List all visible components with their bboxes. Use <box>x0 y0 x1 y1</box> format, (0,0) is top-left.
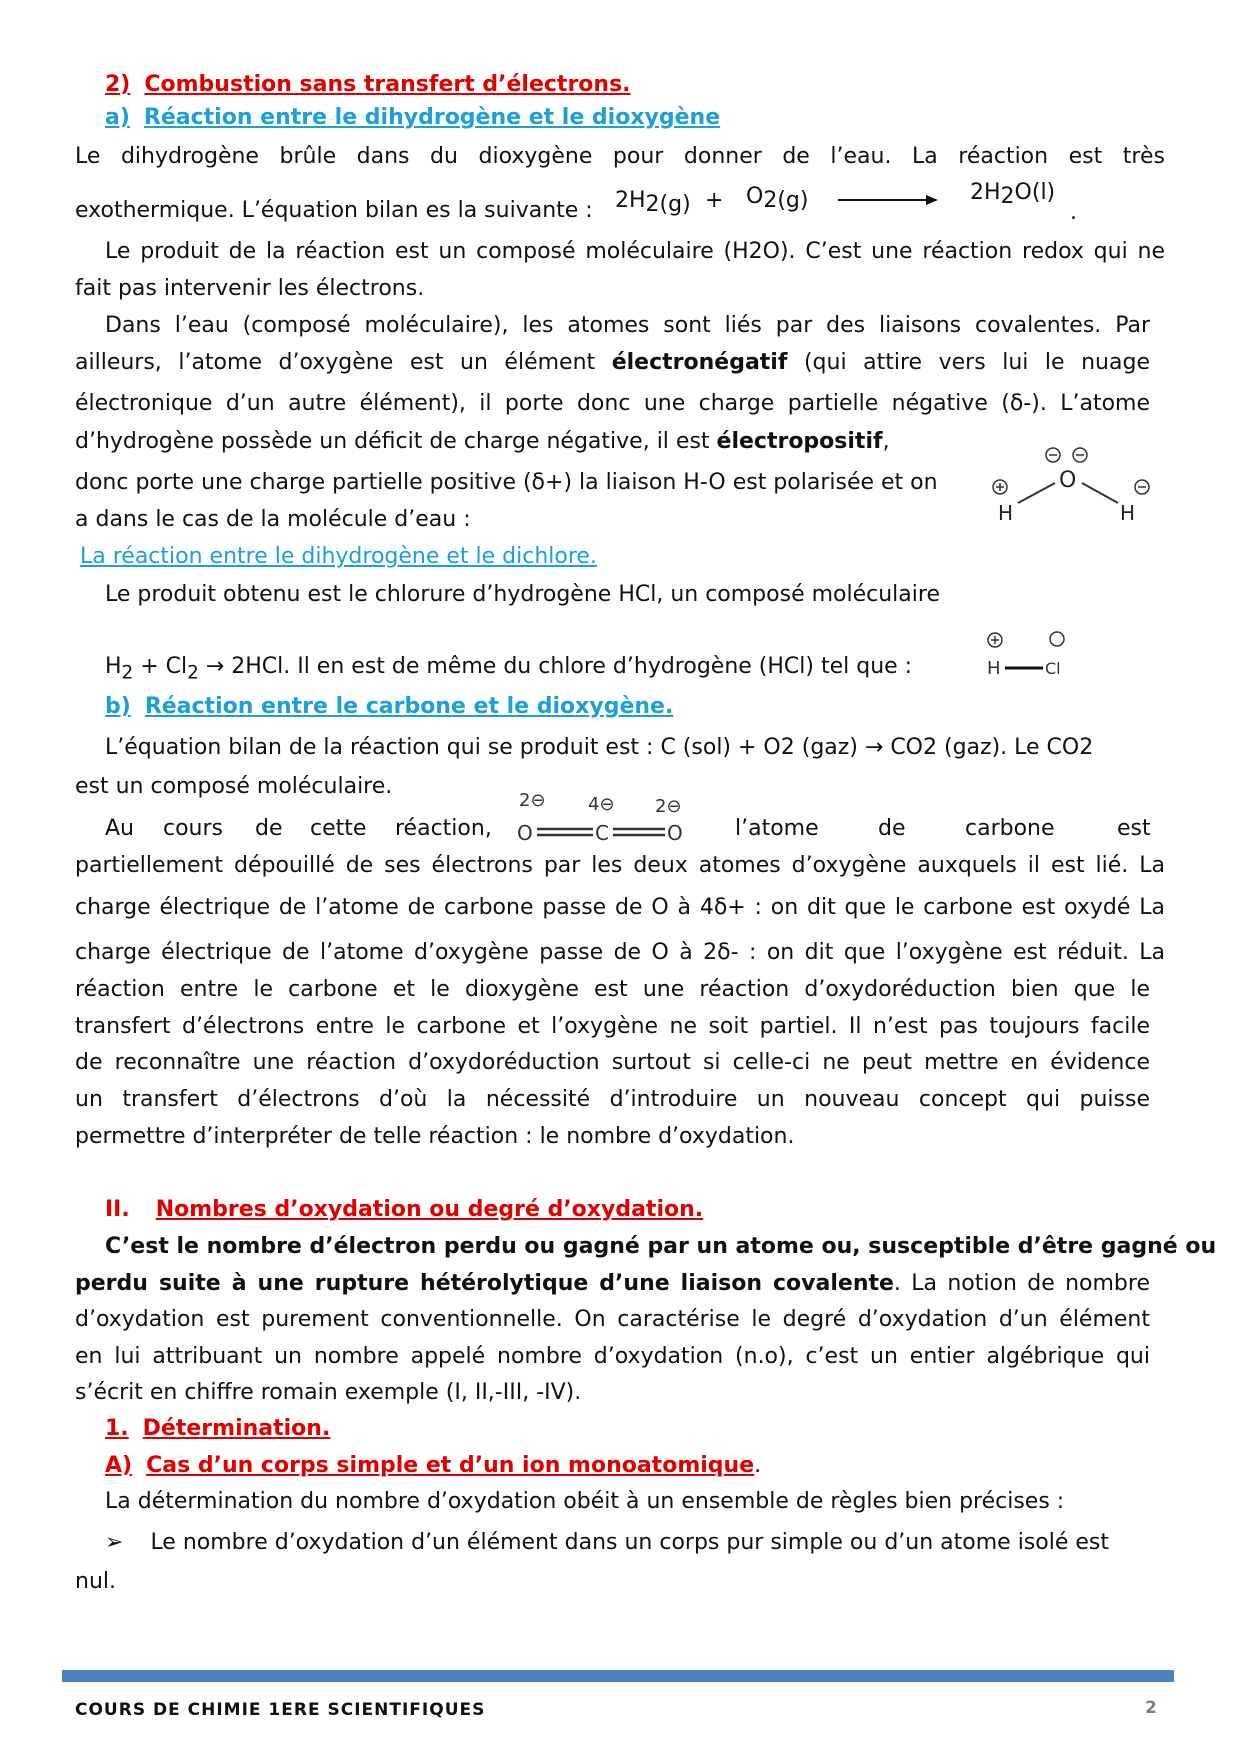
reactant-h2 <box>615 188 691 217</box>
charge-label: 2⊖ <box>519 790 546 811</box>
paragraph-line: Le dihydrogène brûle dans du dioxygène pour donner de l’eau. La réaction est très <box>75 144 1165 169</box>
text-run: d’hydrogène possède un déficit de charge négative, il est <box>75 429 710 454</box>
paragraph-line: Le produit de la réaction est un composé moléculaire (H2O). C’est une réaction redox qui ne <box>105 239 1165 264</box>
paragraph-line: de reconnaître une réaction d’oxydoréduction surtout si celle-ci ne peut mettre en évidence <box>75 1050 1150 1075</box>
paragraph-line: L’équation bilan de la réaction qui se produit est : C (sol) + O2 (gaz) → CO2 (gaz). Le CO2 <box>105 735 1094 760</box>
subsection-heading-b <box>105 692 1165 722</box>
paragraph-line: La détermination du nombre d’oxydation obéit à un ensemble de règles bien précises : <box>105 1489 1065 1514</box>
paragraph-line: Dans l’eau (composé moléculaire), les atomes sont liés par des liaisons covalentes. Par <box>105 313 1150 338</box>
equation-hcl <box>105 652 985 688</box>
co2-molecule-diagram <box>515 788 690 844</box>
text-run: . <box>754 1453 762 1478</box>
charge-label: 4⊖ <box>588 794 615 815</box>
paragraph-line: C’est le nombre d’électron perdu ou gagné par un atome ou, susceptible d’être gagné ou <box>105 1234 1217 1259</box>
paragraph-line: charge électrique de l’atome d’oxygène passe de O à 2δ- : on dit que l’oxygène est réduit. La <box>75 940 1165 965</box>
oxygen-atom: O <box>517 821 533 845</box>
paragraph-line: en lui attribuant un nombre appelé nombre d’oxydation (n.o), c’est un entier algébrique qui <box>75 1344 1150 1369</box>
paragraph-line: exothermique. L’équation bilan es la suivante : <box>75 198 593 223</box>
paragraph-line: est un composé moléculaire. <box>75 774 393 799</box>
eq-text: + Cl <box>133 654 188 679</box>
eq-period: . <box>1070 200 1077 225</box>
text-run: de <box>878 816 906 841</box>
section-heading-A <box>105 1451 1165 1481</box>
section-heading-ii <box>105 1195 1165 1225</box>
paragraph-line: nul. <box>75 1569 116 1594</box>
eq-text: → 2HCl. Il en est de même du chlore d’hydrogène (HCl) tel que : <box>198 654 913 679</box>
hydrogen-atom: H <box>987 658 1001 679</box>
hydrogen-atom: H <box>1120 501 1136 525</box>
bullet-arrow-icon: ➢ <box>105 1530 124 1555</box>
heading-number: A) <box>105 1453 133 1478</box>
text-run: , <box>882 429 890 454</box>
paragraph-line: s’écrit en chiffre romain exemple (I, II,-III, -IV). <box>75 1380 582 1405</box>
paragraph-line: électronique d’un autre élément), il porte donc une charge partielle négative (δ-). L’atome <box>75 391 1150 416</box>
heading-title: La réaction entre le dihydrogène et le dichlore. <box>80 544 597 569</box>
eq-text: H <box>105 654 122 679</box>
subsection-heading-cl <box>80 542 1170 572</box>
heading-number: 1. <box>105 1416 129 1441</box>
text-run: Le nombre d’oxydation d’un élément dans un corps pur simple ou d’un atome isolé est <box>150 1530 1109 1555</box>
oxygen-atom: O <box>1059 468 1077 493</box>
eq-text: 2H <box>970 180 1001 205</box>
text-run: l’atome <box>735 816 819 841</box>
bold-term: perdu suite à une rupture hétérolytique d’une liaison covalente <box>75 1271 894 1296</box>
heading-title: Réaction entre le carbone et le dioxygène. <box>144 694 674 719</box>
bond-line <box>1082 483 1118 503</box>
bond-line <box>1018 483 1055 503</box>
heading-title: Nombres d’oxydation ou degré d’oxydation. <box>155 1197 704 1222</box>
water-molecule-diagram <box>990 445 1160 525</box>
paragraph-line <box>75 1269 1150 1299</box>
footer-divider <box>62 1670 1174 1682</box>
text-run: cette <box>310 816 367 841</box>
reaction-arrow-icon <box>838 194 938 206</box>
paragraph-line: d’oxydation est purement conventionnelle. On caractérise le degré d’oxydation d’un élément <box>75 1307 1150 1332</box>
heading-number: a) <box>105 105 130 130</box>
text-run: réaction, <box>395 816 492 841</box>
subsection-heading-a <box>105 103 1165 133</box>
text-run: de <box>255 816 283 841</box>
text-run: carbone <box>965 816 1055 841</box>
heading-number: II. <box>105 1197 130 1222</box>
reactant-o2 <box>746 184 808 213</box>
bold-term: électronégatif <box>611 350 788 375</box>
carbon-atom: C <box>595 821 609 845</box>
bold-term: électropositif <box>716 429 883 454</box>
eq-text: O <box>746 184 764 209</box>
heading-number: 2) <box>105 72 131 97</box>
paragraph-line: un transfert d’électrons d’où la nécessité d’introduire un nouveau concept qui puisse <box>75 1087 1150 1112</box>
charge-label: 2⊖ <box>655 796 682 817</box>
footer-title: COURS DE CHIMIE 1ERE SCIENTIFIQUES <box>75 1700 486 1720</box>
eq-plus: + <box>705 188 724 213</box>
paragraph-line: donc porte une charge partielle positive (δ+) la liaison H-O est polarisée et on <box>75 470 938 495</box>
paragraph-line: Le produit obtenu est le chlorure d’hydrogène HCl, un composé moléculaire <box>105 582 940 607</box>
section-heading-1 <box>105 1414 1165 1444</box>
paragraph-line: réaction entre le carbone et le dioxygène est une réaction d’oxydoréduction bien que le <box>75 977 1150 1002</box>
paragraph-line <box>75 348 1150 378</box>
hcl-molecule-diagram <box>985 630 1080 680</box>
minus-charge-icon <box>1050 632 1064 646</box>
eq-sub: 2 <box>121 662 134 684</box>
heading-number: b) <box>105 694 131 719</box>
page-number: 2 <box>1145 1698 1157 1718</box>
eq-sub: 2(g) <box>645 192 691 217</box>
text-run: (qui attire vers lui le nuage <box>803 350 1150 375</box>
paragraph-line: permettre d’interpréter de telle réaction : le nombre d’oxydation. <box>75 1124 795 1149</box>
paragraph-line: partiellement dépouillé de ses électrons par les deux atomes d’oxygène auxquels il est lié. La <box>75 853 1165 878</box>
chlorine-atom: Cl <box>1045 659 1061 678</box>
text-run: est <box>1117 816 1151 841</box>
heading-title: Cas d’un corps simple et d’un ion monoatomique <box>146 1453 755 1478</box>
oxygen-atom: O <box>667 821 683 845</box>
eq-sub: 2(g) <box>763 188 809 213</box>
heading-title: Détermination. <box>142 1416 331 1441</box>
paragraph-line: charge électrique de l’atome de carbone passe de O à 4δ+ : on dit que le carbone est oxydé La <box>75 895 1165 920</box>
paragraph-line: transfert d’électrons entre le carbone et l’oxygène ne soit partiel. Il n’est pas toujours facile <box>75 1014 1150 1039</box>
heading-title: Réaction entre le dihydrogène et le dioxygène <box>143 105 721 130</box>
text-run: . La notion de nombre <box>893 1271 1150 1296</box>
text-run: Au <box>105 816 134 841</box>
eq-text: O(l) <box>1014 180 1056 205</box>
paragraph-line: fait pas intervenir les électrons. <box>75 276 425 301</box>
paragraph-line <box>75 427 955 457</box>
bullet-item <box>105 1528 1165 1558</box>
text-run: ailleurs, l’atome d’oxygène est un élément <box>75 350 596 375</box>
eq-sub: 2 <box>187 662 199 684</box>
eq-sub: 2 <box>1000 184 1015 209</box>
hydrogen-atom: H <box>998 501 1014 525</box>
section-heading-2 <box>105 70 1165 100</box>
heading-title: Combustion sans transfert d’électrons. <box>144 72 631 97</box>
product-h2o <box>970 180 1055 209</box>
text-run: cours <box>163 816 224 841</box>
eq-text: 2H <box>615 188 646 213</box>
paragraph-line: a dans le cas de la molécule d’eau : <box>75 507 471 532</box>
